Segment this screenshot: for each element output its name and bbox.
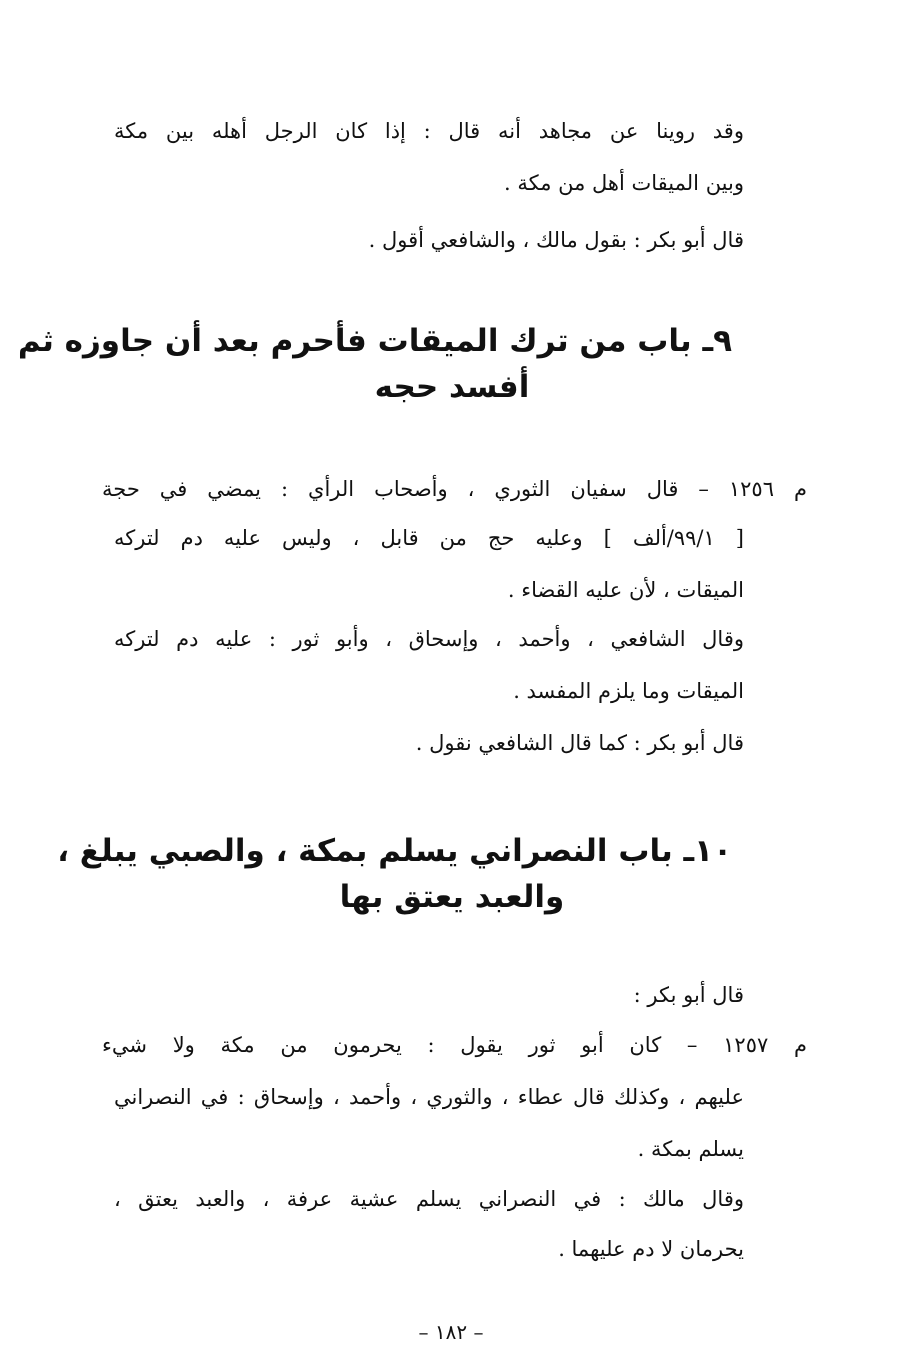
section-9-para-2-line-2: الميقات وما يلزم المفسد . [513,679,744,703]
section-10-para-3-line-1: وقال مالك : في النصراني يسلم عشية عرفة ، والعبد يعتق ، [114,1187,744,1211]
section-10-para-3-line-2: يحرمان لا دم عليهما . [558,1237,744,1261]
section-10-para-2-line-1: م ١٢٥٧ – كان أبو ثور يقول : يحرمون من مكة ولا شيء [102,1033,807,1057]
section-9-para-1-line-1: م ١٢٥٦ – قال سفيان الثوري ، وأصحاب الرأي : يمضي في حجة [102,477,807,501]
intro-line-1: وقد روينا عن مجاهد أنه قال : إذا كان الرجل أهله بين مكة [114,119,744,143]
section-9-para-2-line-1: وقال الشافعي ، وأحمد ، وإسحاق ، وأبو ثور : عليه دم لتركه [114,627,744,651]
section-9-heading-line-1: ٩ـ باب من ترك الميقات فأحرم بعد أن جاوزه ثم [17,323,732,359]
section-10-para-2-line-2: عليهم ، وكذلك قال عطاء ، والثوري ، وأحمد ، وإسحاق : في النصراني [114,1085,744,1109]
intro-line-2: وبين الميقات أهل من مكة . [503,171,744,195]
section-9-heading [17,318,732,410]
section-9-heading-line-2: أفسد حجه [374,369,530,405]
section-9-para-1-line-2: [ ٩٩/١/ألف ] وعليه حج من قابل ، وليس عليه دم لتركه [114,526,744,550]
section-10-heading-line-1: ١٠ـ باب النصراني يسلم بمكة ، والصبي يبلغ ، [57,833,732,869]
section-10-heading [57,828,732,920]
section-9-para-1-line-3: الميقات ، لأن عليه القضاء . [507,578,744,602]
section-10-para-2-line-3: يسلم بمكة . [637,1137,744,1161]
section-10-heading-line-2: والعبد يعتق بها [339,879,565,915]
intro-line-3: قال أبو بكر : بقول مالك ، والشافعي أقول . [368,228,744,252]
page-number: – ١٨٢ – [418,1320,484,1344]
section-10-para-1-line-1: قال أبو بكر : [633,983,744,1007]
section-9-para-3-line-1: قال أبو بكر : كما قال الشافعي نقول . [415,731,744,755]
